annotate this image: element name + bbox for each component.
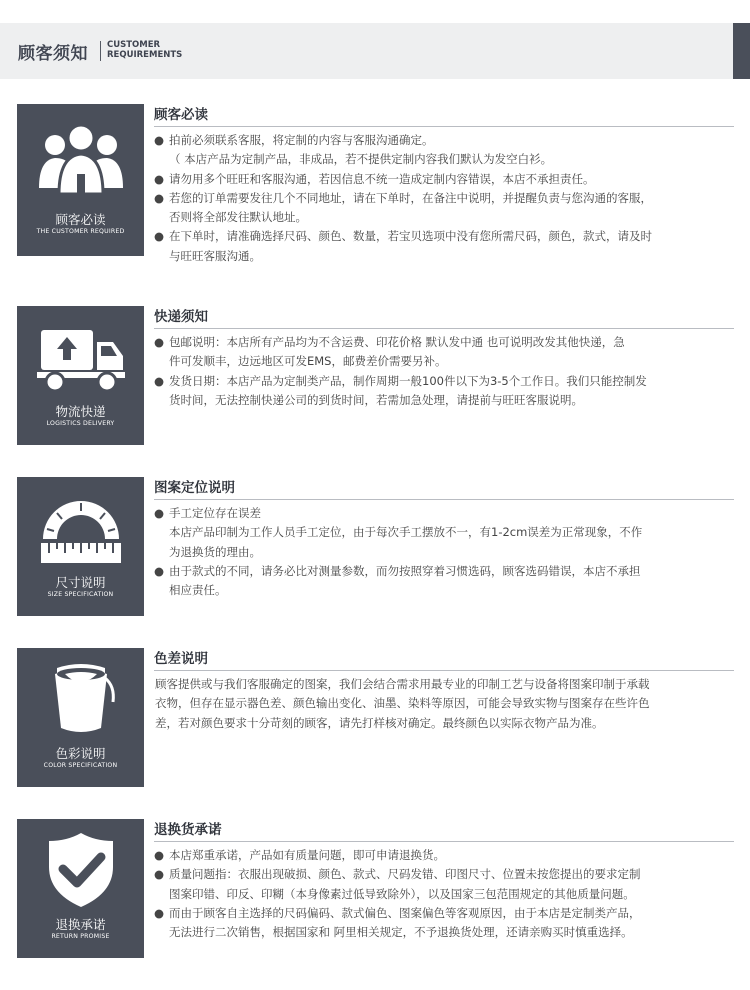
icon-label-en: COLOR SPECIFICATION [43, 762, 118, 769]
section-icon-box [17, 306, 144, 445]
list-item-continued: 与旺旺客服沟通。 [169, 248, 261, 263]
list-item: ● 包邮说明：本店所有产品均为不含运费、印花价格 默认发中通 也可说明改发其他快递，急 [154, 335, 625, 349]
page-subtitle-en: CUSTOMER REQUIREMENTS [107, 40, 183, 60]
title-divider [100, 41, 101, 61]
icon-label-en: LOGISTICS DELIVERY [46, 420, 115, 427]
section-content [154, 104, 734, 266]
section-divider [154, 499, 734, 500]
header-accent-bar [733, 23, 750, 79]
list-item: ● 发货日期：本店产品为定制类产品，制作周期一般100件以下为3-5个工作日。我们只能控制发 [154, 373, 647, 388]
section-icon-box [17, 819, 144, 958]
list-item: ● 若您的订单需要发往几个不同地址，请在下单时，在备注中说明，并提醒负责与您沟通的客服， [154, 190, 652, 205]
list-item-continued: 为退换货的理由。 [169, 544, 261, 559]
icon-label-cn: 顾客必读 [55, 212, 106, 227]
list-item: ● 请勿用多个旺旺和客服沟通，若因信息不统一造成定制内容错误，本店不承担责任。 [154, 171, 595, 186]
list-item: ● 手工定位存在误差 [154, 506, 261, 520]
list-item-continued: 件可发顺丰，边远地区可发EMS，邮费差价需要另补。 [169, 354, 447, 369]
section-title: 顾客必读 [154, 107, 208, 123]
section-icon-box [17, 104, 144, 256]
section-divider [154, 841, 734, 842]
icon-label-en: SIZE SPECIFICATION [47, 591, 114, 598]
icon-label-cn: 色彩说明 [55, 746, 106, 761]
section-title: 快递须知 [154, 309, 208, 325]
icon-label-en: RETURN PROMISE [51, 933, 110, 940]
list-item: ● 由于款式的不同，请务必比对测量参数，而勿按照穿着习惯选码，顾客选码错误，本店不承担 [154, 563, 641, 578]
icon-label-en: THE CUSTOMER REQUIRED [36, 228, 125, 235]
section-divider [154, 328, 734, 329]
section-content [154, 648, 734, 733]
section-title: 色差说明 [154, 651, 208, 667]
list-item-continued: 无法进行二次销售，根据国家和 阿里相关规定，不予退换货处理，还请亲购买时慎重选择。 [169, 925, 633, 940]
list-item: ● 本店郑重承诺，产品如有质量问题，即可申请退换货。 [154, 848, 445, 862]
paragraph-line: 差，若对颜色要求十分苛刻的顾客，请先打样核对确定。最终颜色以实际衣物产品为准。 [155, 715, 604, 730]
paragraph-line: 顾客提供或与我们客服确定的图案，我们会结合需求用最专业的印制工艺与设备将图案印制于承载 [155, 677, 650, 691]
section-title: 退换货承诺 [154, 822, 222, 838]
list-item: ● 质量问题指：衣服出现破损、颜色、款式、尺码发错、印图尺寸、位置未按您提出的要求定制 [154, 867, 641, 882]
list-item-continued: 货时间，无法控制快递公司的到货时间，若需加急处理，请提前与旺旺客服说明。 [169, 392, 583, 407]
section-title: 图案定位说明 [154, 480, 235, 496]
list-item: ● 而由于顾客自主选择的尺码偏码、款式偏色、图案偏色等客观原因，由于本店是定制类产品， [154, 905, 641, 920]
protractor-ruler-icon [35, 489, 127, 569]
section-content [154, 306, 734, 410]
paint-bucket-icon [35, 658, 127, 740]
list-item: ● 拍前必须联系客服，将定制的内容与客服沟通确定。 [154, 133, 434, 147]
delivery-truck-icon [35, 324, 127, 394]
shield-check-icon [35, 829, 127, 911]
customers-icon [35, 118, 127, 206]
section-content [154, 477, 734, 600]
list-item-continued: 相应责任。 [169, 583, 227, 598]
list-item-continued: 图案印错、印反、印糊（本身像素过低导致除外），以及国家三包范围规定的其他质量问题。 [169, 886, 635, 901]
section-icon-box [17, 648, 144, 787]
paragraph-line: 衣物，但存在显示器色差、颜色输出变化、油墨、染料等原因，可能会导致实物与图案存在些许色 [155, 696, 650, 711]
page-header [0, 23, 750, 79]
list-item-continued: 本店产品印制为工作人员手工定位，由于每次手工摆放不一，有1-2cm误差为正常现象，不作 [169, 525, 643, 540]
section-divider [154, 126, 734, 127]
section-content [154, 819, 734, 942]
section-divider [154, 670, 734, 671]
page-title: 顾客须知 [18, 44, 88, 64]
icon-label-cn: 物流快递 [55, 404, 106, 419]
icon-label-cn: 退换承诺 [55, 917, 106, 932]
list-item-continued: （ 本店产品为定制产品，非成品，若不提供定制内容我们默认为发空白衫。 [169, 152, 553, 167]
section-icon-box [17, 477, 144, 616]
list-item-continued: 否则将全部发往默认地址。 [169, 210, 307, 225]
list-item: ● 在下单时，请准确选择尺码、颜色、数量，若宝贝选项中没有您所需尺码，颜色，款式，请及时 [154, 229, 652, 244]
icon-label-cn: 尺寸说明 [55, 575, 106, 590]
